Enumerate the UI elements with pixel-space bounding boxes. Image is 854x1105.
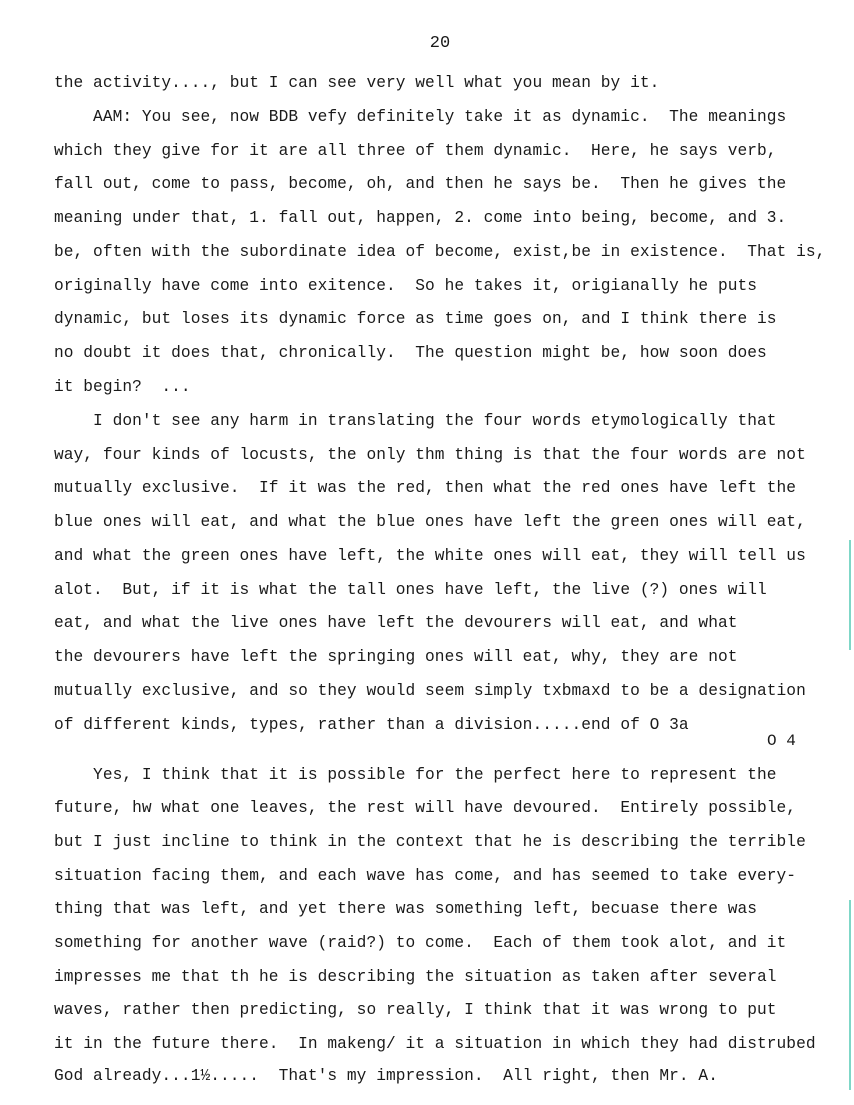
text-line: AAM: You see, now BDB vefy definitely take it as dynamic. The meanings xyxy=(54,108,787,126)
text-line: mutually exclusive, and so they would seem simply txbmaxd to be a designation xyxy=(54,682,806,700)
text-line: blue ones will eat, and what the blue ones have left the green ones will eat, xyxy=(54,513,806,531)
text-line: way, four kinds of locusts, the only thm thing is that the four words are not xyxy=(54,446,806,464)
text-line: meaning under that, 1. fall out, happen, 2. come into being, become, and 3. xyxy=(54,209,787,227)
text-line: mutually exclusive. If it was the red, then what the red ones have left the xyxy=(54,479,797,497)
page-edge-mark xyxy=(849,540,851,650)
text-line: waves, rather then predicting, so really, I think that it was wrong to put xyxy=(54,1001,777,1019)
text-line: Yes, I think that it is possible for the perfect here to represent the xyxy=(54,766,777,784)
text-line: thing that was left, and yet there was something left, becuase there was xyxy=(54,900,758,918)
text-line: but I just incline to think in the context that he is describing the terrible xyxy=(54,833,806,851)
text-line: future, hw what one leaves, the rest will have devoured. Entirely possible, xyxy=(54,799,797,817)
text-line: something for another wave (raid?) to come. Each of them took alot, and it xyxy=(54,934,787,952)
text-line: God already...1½..... That's my impression. All right, then Mr. A. xyxy=(54,1067,718,1085)
tape-marker: O 4 xyxy=(767,732,796,750)
text-line: and what the green ones have left, the white ones will eat, they will tell us xyxy=(54,547,806,565)
text-line: eat, and what the live ones have left the devourers will eat, and what xyxy=(54,614,738,632)
text-line: of different kinds, types, rather than a division.....end of O 3a xyxy=(54,716,689,734)
text-line: it in the future there. In makeng/ it a situation in which they had distrubed xyxy=(54,1035,816,1053)
text-line: the activity...., but I can see very well what you mean by it. xyxy=(54,74,660,92)
text-line: fall out, come to pass, become, oh, and then he says be. Then he gives the xyxy=(54,175,787,193)
text-line: situation facing them, and each wave has come, and has seemed to take every- xyxy=(54,867,797,885)
text-line: which they give for it are all three of them dynamic. Here, he says verb, xyxy=(54,142,777,160)
text-line: I don't see any harm in translating the four words etymologically that xyxy=(54,412,777,430)
text-line: impresses me that th he is describing the situation as taken after several xyxy=(54,968,777,986)
text-line: the devourers have left the springing ones will eat, why, they are not xyxy=(54,648,738,666)
text-line: it begin? ... xyxy=(54,378,191,396)
text-line: dynamic, but loses its dynamic force as time goes on, and I think there is xyxy=(54,310,777,328)
text-line: originally have come into exitence. So he takes it, origianally he puts xyxy=(54,277,758,295)
text-line: alot. But, if it is what the tall ones have left, the live (?) ones will xyxy=(54,581,767,599)
text-line: be, often with the subordinate idea of become, exist,be in existence. That is, xyxy=(54,243,826,261)
text-line: no doubt it does that, chronically. The question might be, how soon does xyxy=(54,344,767,362)
page-edge-mark xyxy=(849,900,851,1090)
page-number: 20 xyxy=(429,34,451,53)
